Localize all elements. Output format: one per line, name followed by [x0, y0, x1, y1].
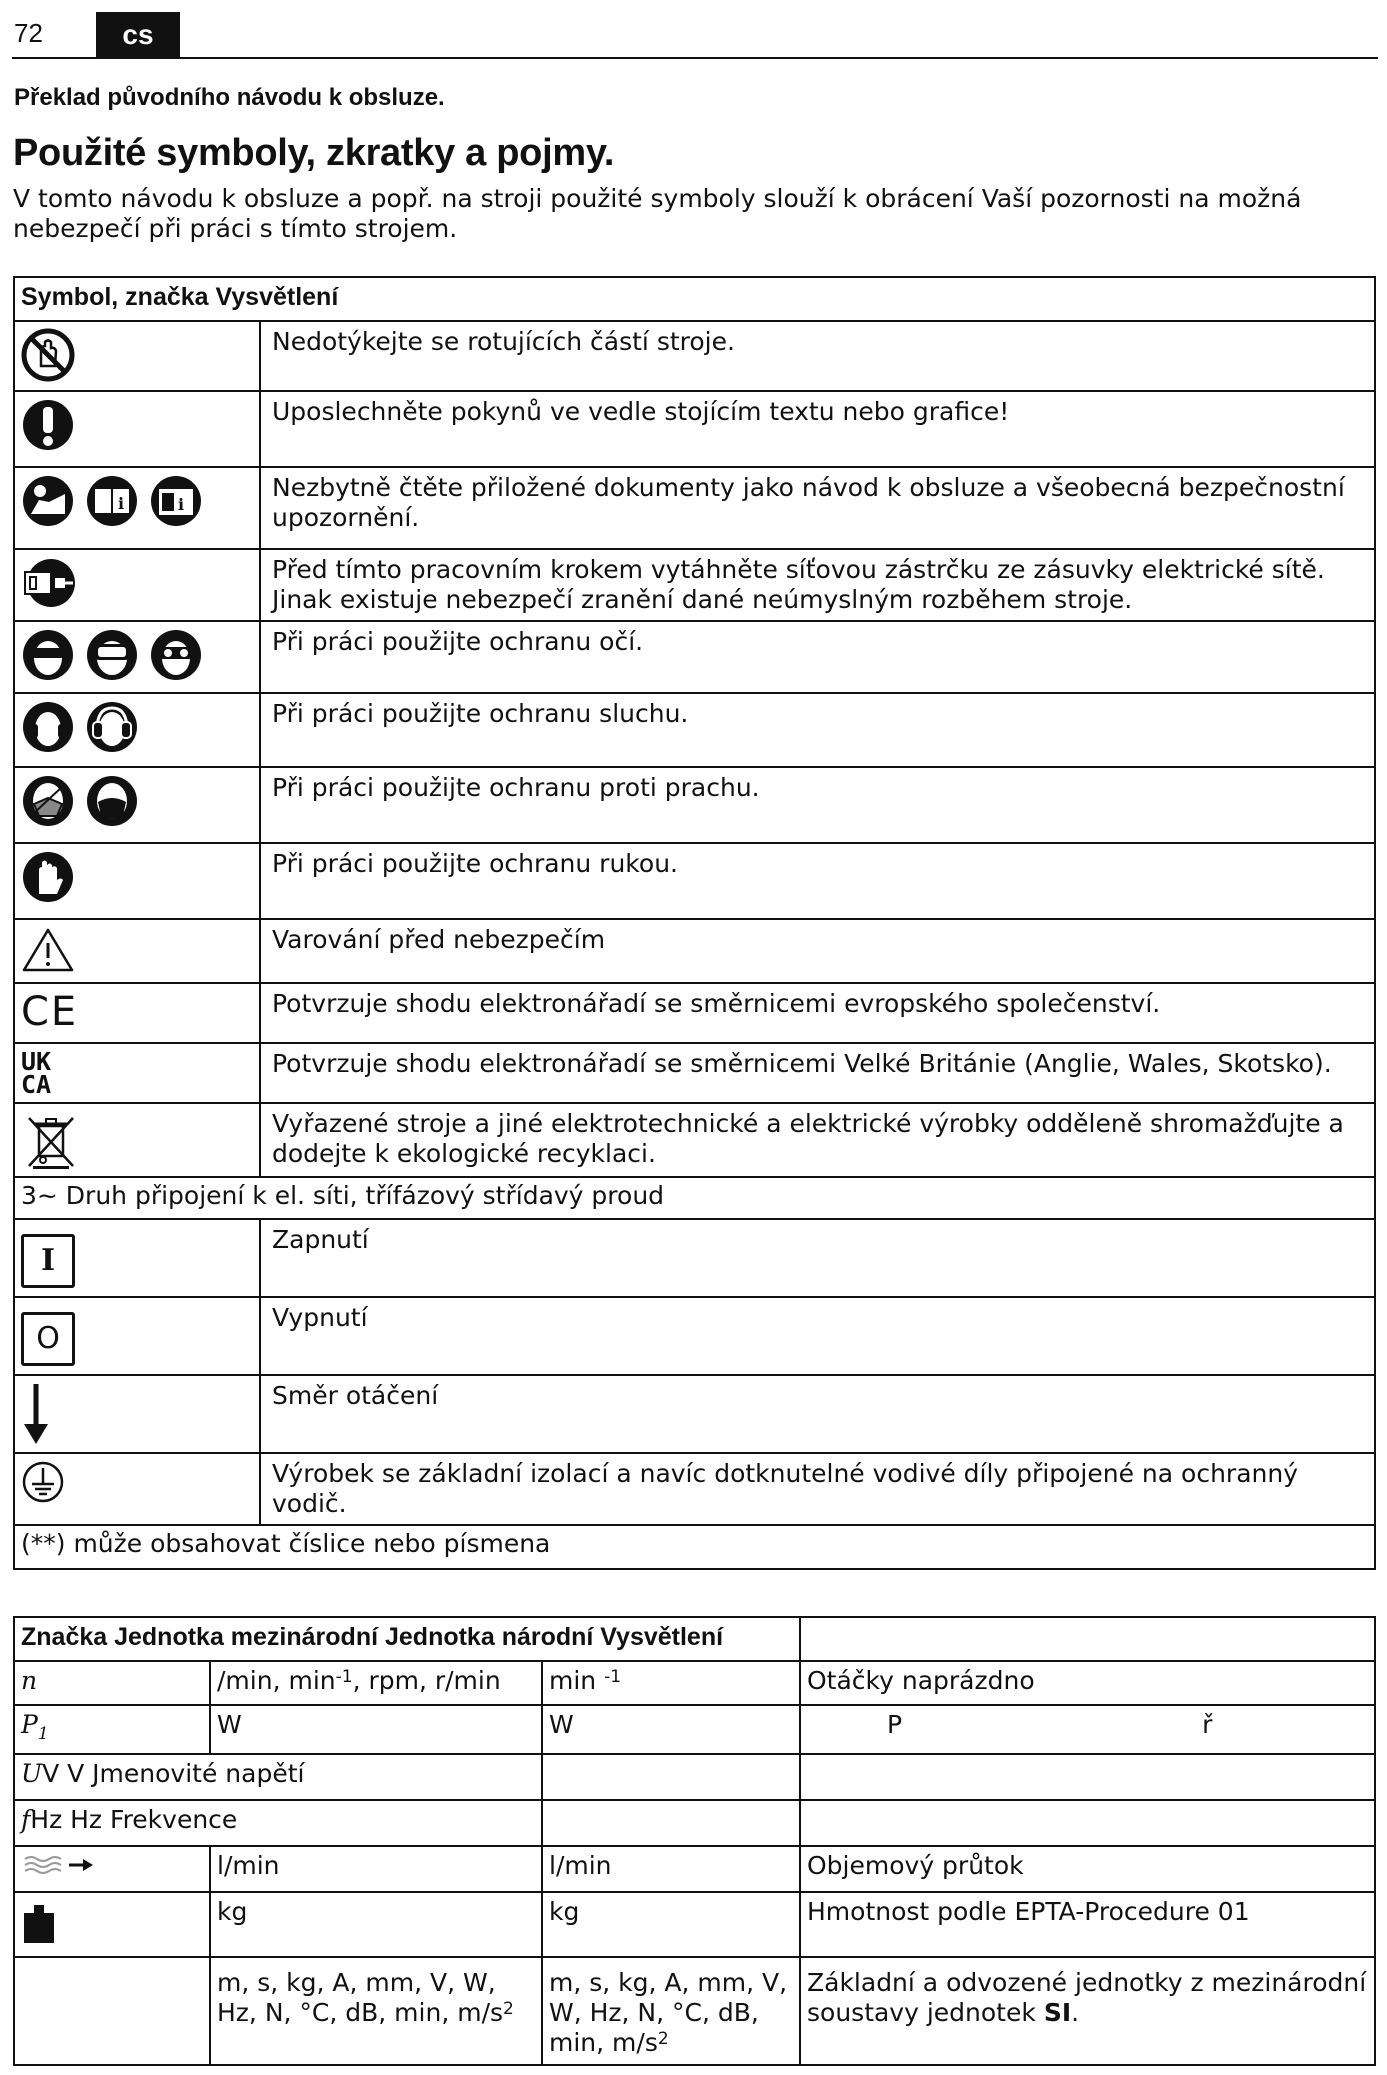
- units-table: [13, 1616, 1376, 2066]
- intl-unit-rest: , rpm, r/min: [352, 1666, 501, 1695]
- symbol-explanation: Nedotýkejte se rotujících částí stroje.: [260, 321, 1375, 391]
- dust-mask-icon: [21, 774, 75, 828]
- intl-si-exponent: 2: [503, 1999, 514, 2019]
- national-unit: min: [549, 1666, 597, 1695]
- units-table-header: Značka Jednotka mezinárodní Jednotka národní Vysvětlení: [14, 1617, 800, 1661]
- svg-text:i: i: [118, 494, 125, 513]
- symbol-explanation: Potvrzuje shodu elektronářadí se směrnicemi Velké Británie (Anglie, Wales, Skotsko).: [260, 1043, 1375, 1103]
- unit-symbol: P: [21, 1710, 38, 1739]
- eye-protection-icon: [21, 628, 75, 682]
- ukca-mark-icon: [21, 1047, 253, 1099]
- protective-earth-icon: [21, 1460, 65, 1504]
- rotation-direction-arrow-icon: [21, 1382, 51, 1446]
- symbol-explanation: Varování před nebezpečím: [260, 919, 1375, 983]
- flow-rate-icon: [21, 1851, 97, 1875]
- national-si-units: m, s, kg, A, mm, V, W, Hz, N, °C, dB, min, m/s: [549, 1968, 788, 2057]
- document-subtitle: Překlad původního návodu k obsluze.: [14, 84, 445, 111]
- ear-protection-icon: [21, 700, 75, 754]
- read-manual-icon: [21, 474, 75, 528]
- unit-explanation-end: ř: [1202, 1710, 1213, 1739]
- symbol-explanation: Potvrzuje shodu elektronářadí se směrnicemi evropského společenství.: [260, 983, 1375, 1043]
- read-manual-icon: [85, 474, 139, 528]
- intl-unit: l/min: [210, 1846, 542, 1892]
- national-si-exponent: 2: [657, 2029, 669, 2049]
- national-unit: W: [542, 1705, 800, 1754]
- unit-symbol: U: [21, 1759, 43, 1788]
- gloves-icon: [21, 850, 75, 904]
- weight-icon: [21, 1901, 57, 1945]
- symbol-explanation: Nezbytně čtěte přiložené dokumenty jako návod k obsluze a všeobecná bezpečnostní upozornění.: [260, 467, 1375, 549]
- switch-on-icon: [21, 1234, 75, 1288]
- language-badge: cs: [96, 12, 180, 58]
- svg-text:i: i: [178, 495, 185, 514]
- unit-explanation: Hmotnost podle EPTA-Procedure 01: [800, 1892, 1375, 1957]
- switch-off-icon: [21, 1312, 75, 1366]
- intl-si-units: m, s, kg, A, mm, V, W, Hz, N, °C, dB, min, m/s: [217, 1968, 504, 2027]
- intl-unit: /min, min: [217, 1666, 336, 1695]
- symbol-explanation: Výrobek se základní izolací a navíc dotknutelné vodivé díly připojené na ochranný vodič.: [260, 1453, 1375, 1525]
- symbol-explanation: Směr otáčení: [260, 1375, 1375, 1453]
- unit-row-text: Hz Hz Frekvence: [30, 1805, 238, 1834]
- symbol-explanation: Uposlechněte pokynů ve vedle stojícím textu nebo grafice!: [260, 391, 1375, 467]
- symbol-explanation: Při práci použijte ochranu rukou.: [260, 843, 1375, 919]
- symbol-explanation: Při práci použijte ochranu sluchu.: [260, 693, 1375, 767]
- switch-off-symbol: O: [36, 1321, 60, 1356]
- exclamation-mandatory-icon: [21, 398, 75, 452]
- symbol-explanation: Před tímto pracovním krokem vytáhněte síťovou zástrčku ze zásuvky elektrické sítě. Jinak existuje nebezpečí zranění dané neúmyslným rozběhem stroje.: [260, 549, 1375, 621]
- unit-row-text: V V Jmenovité napětí: [42, 1759, 305, 1788]
- ukca-bottom: CA: [21, 1070, 52, 1099]
- national-unit-exponent: -1: [604, 1667, 622, 1687]
- unit-symbol: f: [21, 1805, 31, 1834]
- symbol-explanation: Vypnutí: [260, 1297, 1375, 1375]
- no-touch-rotating-icon: [21, 328, 75, 382]
- dust-mask-icon: [85, 774, 139, 828]
- si-explanation-end: .: [1071, 1998, 1080, 2027]
- ukca-top: UK: [21, 1047, 52, 1076]
- page-title: Použité symboly, zkratky a pojmy.: [13, 132, 615, 174]
- footnote-row: (**) může obsahovat číslice nebo písmena: [14, 1525, 1375, 1569]
- symbol-explanation: Při práci použijte ochranu proti prachu.: [260, 767, 1375, 843]
- national-unit: l/min: [542, 1846, 800, 1892]
- symbols-table: [13, 276, 1376, 1570]
- switch-on-symbol: I: [40, 1243, 56, 1278]
- unplug-icon: [21, 556, 77, 610]
- read-manual-icon: [149, 474, 203, 528]
- ce-mark-icon: CE: [21, 989, 79, 1035]
- eye-protection-icon: [85, 628, 139, 682]
- symbol-explanation: Zapnutí: [260, 1219, 1375, 1297]
- eye-protection-icon: [149, 628, 203, 682]
- symbol-explanation: Vyřazené stroje a jiné elektrotechnické a elektrické výrobky odděleně shromažďujte a dodejte k ekologické recyklaci.: [260, 1103, 1375, 1177]
- ear-protection-icon: [85, 700, 139, 754]
- unit-symbol: n: [21, 1666, 38, 1695]
- unit-symbol-subscript: 1: [37, 1724, 49, 1744]
- symbol-explanation: Při práci použijte ochranu očí.: [260, 621, 1375, 693]
- intl-unit: W: [210, 1705, 542, 1754]
- unit-explanation: Objemový průtok: [800, 1846, 1375, 1892]
- intl-unit: kg: [210, 1892, 542, 1957]
- three-phase-row: 3~ Druh připojení k el. síti, třífázový střídavý proud: [14, 1177, 1375, 1219]
- weee-bin-icon: [21, 1110, 81, 1170]
- si-abbreviation: SI: [1043, 1998, 1072, 2027]
- unit-explanation: P: [887, 1710, 903, 1739]
- national-unit: kg: [542, 1892, 800, 1957]
- header-rule: [12, 57, 1378, 59]
- unit-explanation: Otáčky naprázdno: [800, 1661, 1375, 1705]
- si-explanation: Základní a odvozené jednotky z mezinárodní soustavy jednotek: [807, 1968, 1367, 2027]
- symbols-table-header: Symbol, značka Vysvětlení: [14, 277, 1375, 321]
- warning-triangle-icon: [21, 926, 75, 974]
- intro-paragraph: V tomto návodu k obsluze a popř. na stroji použité symboly slouží k obrácení Vaší pozornosti na možná nebezpečí při práci s tímto strojem.: [13, 184, 1302, 243]
- intl-unit-exponent: -1: [335, 1667, 353, 1687]
- page-number: 72: [14, 18, 43, 48]
